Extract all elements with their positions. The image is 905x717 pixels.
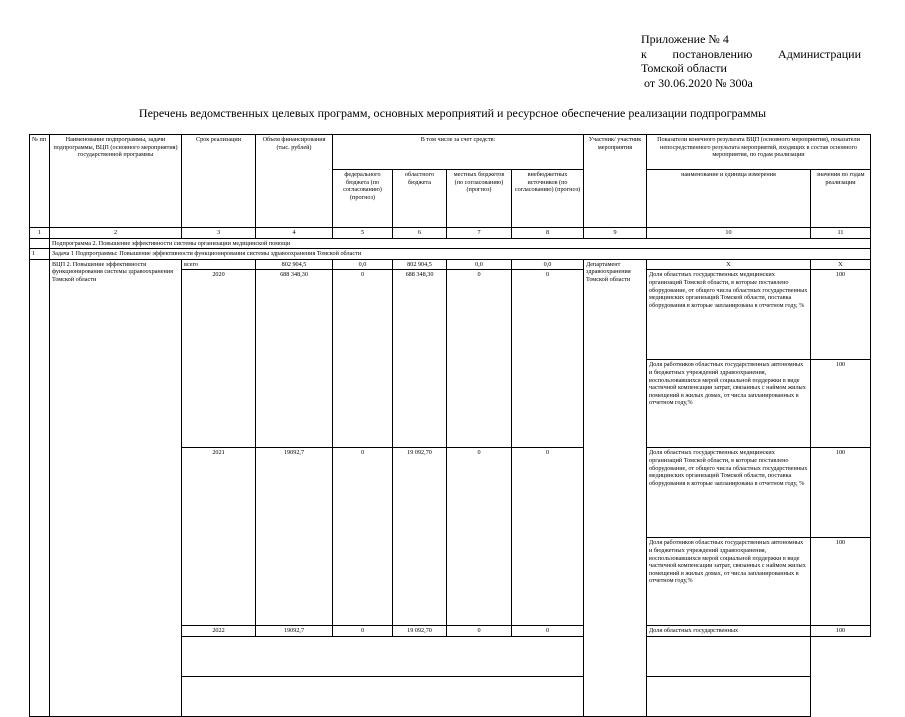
- header-num: № пп: [30, 135, 50, 228]
- total-volume: 802 904,5: [256, 259, 333, 270]
- year-volume: 688 348,30: [256, 270, 333, 448]
- col-number: 6: [393, 228, 447, 239]
- col-number: 4: [256, 228, 333, 239]
- header-sources-group: В том числе за счет средств:: [333, 135, 584, 170]
- task-row: [30, 249, 871, 260]
- indicator-name: Доля работников областных государственных автономных и бюджетных учреждений здравоохранения, воспользовавшихся мерой социальной поддержки в виде частичной компенсации затрат, связанных с наймом жилых помещений в жилых домах, от числа запланированных в отчетном году,%: [647, 360, 811, 448]
- indicator-value: 100: [811, 270, 871, 360]
- col-number: 1: [30, 228, 50, 239]
- year-label: 2020: [182, 270, 256, 448]
- year-regional: 19 092,70: [393, 626, 447, 637]
- col-number: 11: [811, 228, 871, 239]
- indicator-value: 100: [811, 448, 871, 538]
- header-participant: Участник/ участник мероприятия: [584, 135, 647, 228]
- appendix-block: [641, 32, 861, 90]
- indicator-value: 100: [811, 626, 871, 637]
- document-title: Перечень ведомственных целевых программ, основных мероприятий и ресурсное обеспечение реализации подпрограммы: [138, 106, 767, 120]
- header-row-1: [30, 135, 871, 170]
- year-volume: 19092,7: [256, 448, 333, 626]
- task-number: 1: [30, 249, 50, 260]
- total-extra: 0,0: [512, 259, 584, 270]
- appendix-number: Приложение № 4: [641, 32, 729, 46]
- task-title: Задача 1 Подпрограммы: Повышение эффективности функционирования системы здравоохранения Томской области: [50, 249, 871, 260]
- header-local: местных бюджетов (по согласованию) (прогноз): [447, 170, 512, 228]
- appendix-decree: постановлению: [672, 46, 753, 61]
- year-volume: 19092,7: [256, 626, 333, 637]
- indicator-name: Доля работников областных государственных автономных и бюджетных учреждений здравоохранения, воспользовавшихся мерой социальной поддержки в виде частичной компенсации затрат, связанных с наймом жилых помещений в жилых домах, от числа запланированных в отчетном году,%: [647, 538, 811, 626]
- year-local: 0: [447, 626, 512, 637]
- year-local: 0: [447, 270, 512, 448]
- header-federal: федерального бюджета (по согласованию) (прогноз): [333, 170, 393, 228]
- header-ind-name: наименование и единица измерения: [647, 170, 811, 228]
- column-numbers-row: [30, 228, 871, 239]
- header-period: Срок реализации: [182, 135, 256, 228]
- appendix-admin: Администрации: [778, 46, 861, 61]
- total-federal: 0,0: [333, 259, 393, 270]
- col-number: 5: [333, 228, 393, 239]
- year-extra: 0: [512, 270, 584, 448]
- header-regional: областного бюджета: [393, 170, 447, 228]
- col-number: 2: [50, 228, 182, 239]
- year-federal: 0: [333, 448, 393, 626]
- header-name: Наименование подпрограммы, задачи подпрограммы, ВЦП (основного мероприятия) государственной программы: [50, 135, 182, 228]
- indicator-value: 100: [811, 360, 871, 448]
- subprogram-row: [30, 238, 871, 249]
- total-ind-value: X: [811, 259, 871, 270]
- year-extra: 0: [512, 626, 584, 637]
- year-regional: 688 348,30: [393, 270, 447, 448]
- total-row: [30, 259, 871, 270]
- header-ind-value: значения по годам реализации: [811, 170, 871, 228]
- col-number: 10: [647, 228, 811, 239]
- total-regional: 802 904,5: [393, 259, 447, 270]
- year-label: 2021: [182, 448, 256, 626]
- appendix-decree-line: [641, 47, 861, 62]
- year-label: 2022: [182, 626, 256, 637]
- program-table: [29, 134, 871, 717]
- total-period: всего: [182, 259, 256, 270]
- col-number: 3: [182, 228, 256, 239]
- year-regional: 19 092,70: [393, 448, 447, 626]
- appendix-k: к: [641, 46, 647, 61]
- appendix-date: от 30.06.2020 № 300а: [644, 75, 753, 90]
- appendix-region: Томской области: [641, 61, 727, 75]
- year-federal: 0: [333, 626, 393, 637]
- vcp-name: ВЦП 2. Повышение эффективности функционирования системы здравоохранения Томской области: [50, 259, 182, 716]
- col-number: 8: [512, 228, 584, 239]
- total-ind-name: X: [647, 259, 811, 270]
- subprogram-title: Подпрограмма 2. Повышение эффективности системы организации медицинской помощи: [50, 238, 871, 249]
- indicator-name: Доля областных государственных медицинских организаций Томской области, в которые поставлено оборудование, от общего числа областных государственных медицинских организаций Томской области, поставка оборудования в которые запланирована в отчетном году, %: [647, 448, 811, 538]
- total-local: 0,0: [447, 259, 512, 270]
- indicator-value: 100: [811, 538, 871, 626]
- header-volume: Объем финансирования (тыс. рублей): [256, 135, 333, 228]
- indicator-name: Доля областных государственных: [647, 626, 811, 637]
- indicator-name: Доля областных государственных медицинских организаций Томской области, в которые поставлено оборудование, от общего числа областных государственных медицинских организаций Томской области, поставка оборудования в которые запланирована в отчетном году, %: [647, 270, 811, 360]
- header-indicators-group: Показатели конечного результата ВЦП (основного мероприятия), показатели непосредственного результата мероприятий, входящих в состав основного мероприятия, по годам реализации: [647, 135, 871, 170]
- year-federal: 0: [333, 270, 393, 448]
- header-extra: внебюджетных источников (по согласованию) (прогноз): [512, 170, 584, 228]
- vcp-participant: Департамент здравоохранения Томской области: [584, 259, 647, 716]
- col-number: 9: [584, 228, 647, 239]
- year-local: 0: [447, 448, 512, 626]
- col-number: 7: [447, 228, 512, 239]
- year-extra: 0: [512, 448, 584, 626]
